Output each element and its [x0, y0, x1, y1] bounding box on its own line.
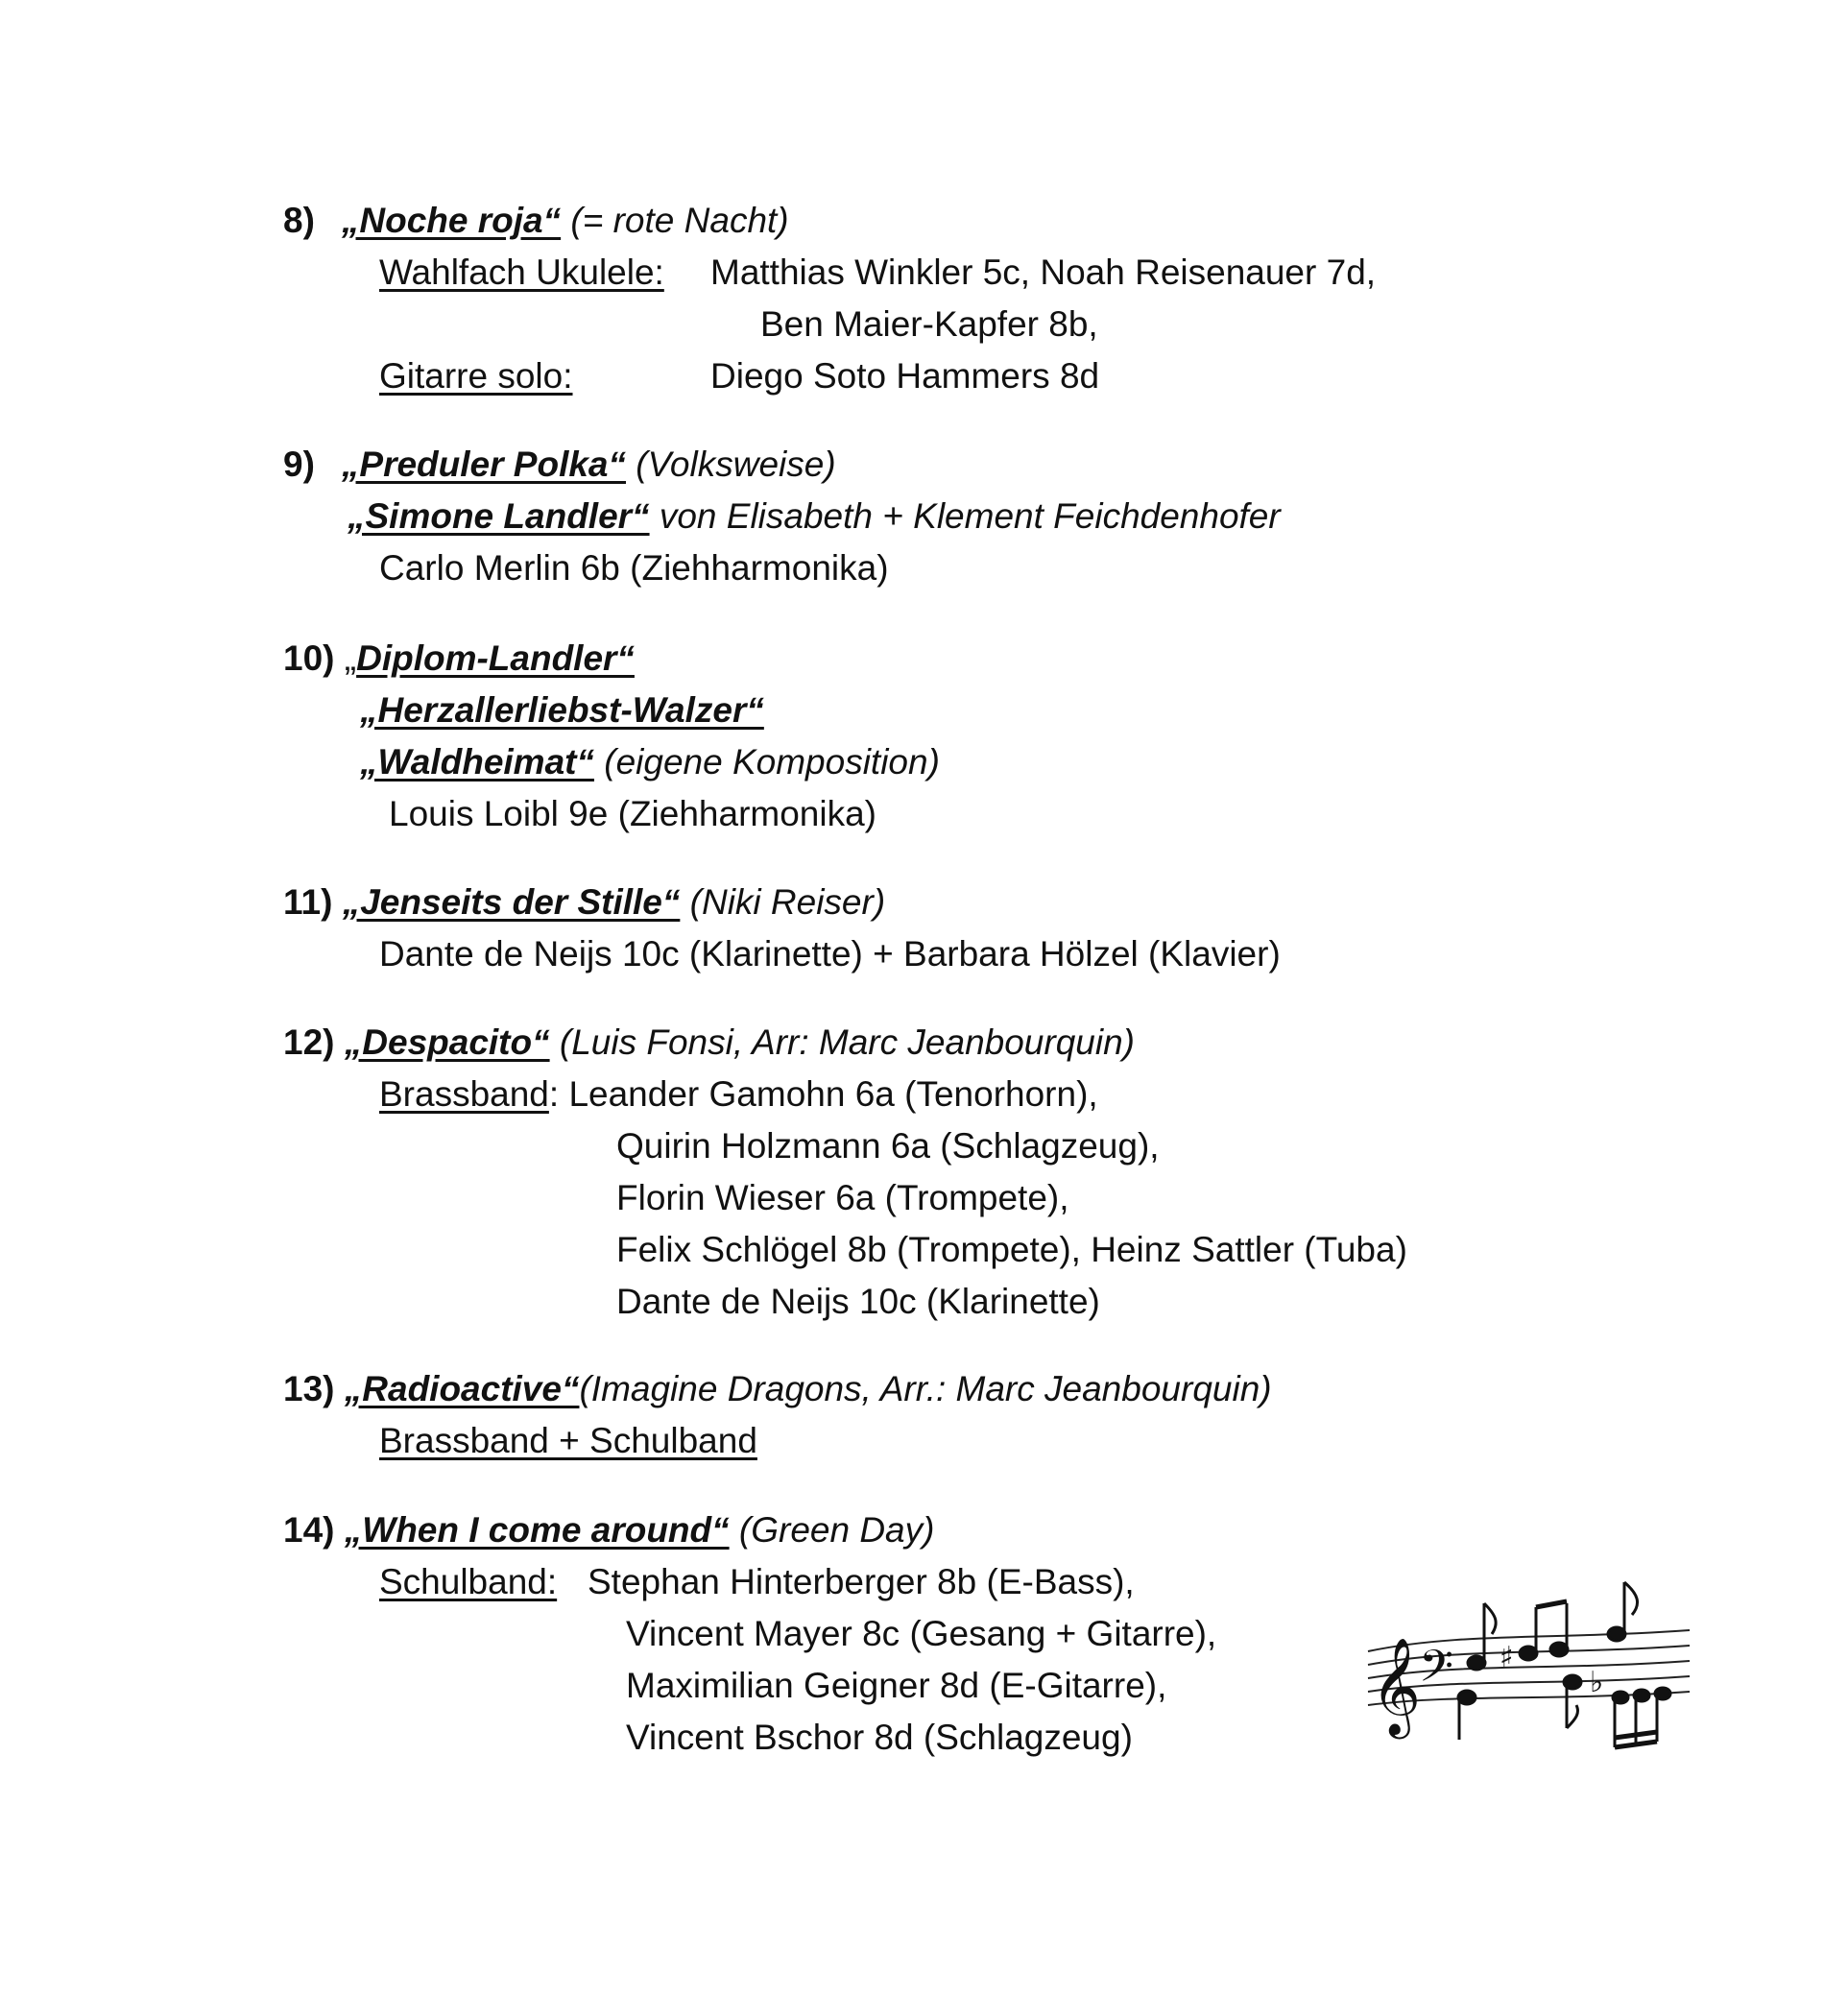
- item-8-heading: [283, 200, 789, 242]
- band-member: Florin Wieser 6a (Trompete),: [616, 1178, 1069, 1217]
- piece-title: „Preduler Polka“: [341, 445, 627, 484]
- ensemble-names: Matthias Winkler 5c, Noah Reisenauer 7d,: [710, 253, 1377, 292]
- svg-text:♯: ♯: [1500, 1641, 1514, 1674]
- item-9-second-piece: [348, 495, 1281, 538]
- ensemble-names-cont: Ben Maier-Kapfer 8b,: [760, 304, 1098, 344]
- item-number: 12): [283, 1022, 335, 1062]
- item-13-heading: [283, 1368, 1272, 1410]
- music-notes-icon: [1363, 1565, 1699, 1757]
- piece-title: „Waldheimat“: [360, 742, 594, 782]
- item-12-heading: [283, 1022, 1135, 1064]
- item-number: 9): [283, 445, 315, 484]
- band-line: [379, 1073, 1098, 1116]
- performer: Dante de Neijs 10c (Klarinette) + Barbara Hölzel (Klavier): [379, 934, 1281, 974]
- piece-note: (= rote Nacht): [561, 201, 789, 240]
- performer: Carlo Merlin 6b (Ziehharmonika): [379, 548, 889, 588]
- band-member: Dante de Neijs 10c (Klarinette): [616, 1282, 1100, 1321]
- piece-title: „When I come around“: [344, 1510, 730, 1550]
- item-number: 13): [283, 1369, 335, 1408]
- item-number: 8): [283, 201, 315, 240]
- band-member: Stephan Hinterberger 8b (E-Bass),: [588, 1562, 1135, 1601]
- piece-title: „Herzallerliebst-Walzer“: [360, 690, 764, 730]
- item-11-heading: [283, 881, 885, 924]
- piece-note: (Volksweise): [626, 445, 836, 484]
- piece-note: (eigene Komposition): [593, 742, 940, 782]
- band-label: Brassband + Schulband: [379, 1421, 757, 1460]
- piece-title: „Simone Landler“: [348, 496, 650, 536]
- band-member: Vincent Bschor 8d (Schlagzeug): [626, 1718, 1133, 1757]
- piece-title: „Jenseits der Stille“: [342, 882, 681, 922]
- piece-note: (Luis Fonsi, Arr: Marc Jeanbourquin): [549, 1022, 1135, 1062]
- piece-note: von Elisabeth + Klement Feichdenhofer: [649, 496, 1281, 536]
- band-member: Felix Schlögel 8b (Trompete), Heinz Sattler (Tuba): [616, 1230, 1407, 1269]
- item-number: 11): [283, 882, 333, 922]
- item-9-heading: [283, 444, 836, 486]
- band-member: Vincent Mayer 8c (Gesang + Gitarre),: [626, 1614, 1217, 1653]
- piece-title: „Radioactive“: [344, 1369, 580, 1408]
- band-label: Schulband:: [379, 1562, 558, 1601]
- piece-note: (Green Day): [729, 1510, 935, 1550]
- solo-name: Diego Soto Hammers 8d: [710, 356, 1100, 396]
- item-number: 14): [283, 1510, 335, 1550]
- item-14-heading: [283, 1509, 934, 1551]
- piece-title: „Despacito“: [344, 1022, 550, 1062]
- svg-text:𝄞: 𝄞: [1371, 1636, 1422, 1735]
- piece-note: (Imagine Dragons, Arr.: Marc Jeanbourquin): [579, 1369, 1272, 1408]
- quote-open: „: [334, 638, 357, 678]
- band-member: Maximilian Geigner 8d (E-Gitarre),: [626, 1666, 1167, 1705]
- piece-title: „Noche roja“: [341, 201, 562, 240]
- band-label: Brassband: [379, 1074, 549, 1114]
- piece-note: (Niki Reiser): [680, 882, 886, 922]
- ensemble-label: Wahlfach Ukulele:: [379, 253, 664, 292]
- item-10-heading: [283, 637, 635, 680]
- band-member: : Leander Gamohn 6a (Tenorhorn),: [548, 1074, 1098, 1114]
- solo-label: Gitarre solo:: [379, 356, 573, 396]
- performer: Louis Loibl 9e (Ziehharmonika): [389, 794, 876, 833]
- item-10-third-piece: [360, 741, 940, 783]
- svg-text:♭: ♭: [1590, 1666, 1604, 1699]
- item-10-second-piece: [360, 689, 764, 732]
- item-number: 10): [283, 638, 335, 678]
- piece-title: Diplom-Landler“: [356, 638, 635, 678]
- svg-text:𝄢: 𝄢: [1419, 1641, 1454, 1703]
- band-member: Quirin Holzmann 6a (Schlagzeug),: [616, 1126, 1160, 1166]
